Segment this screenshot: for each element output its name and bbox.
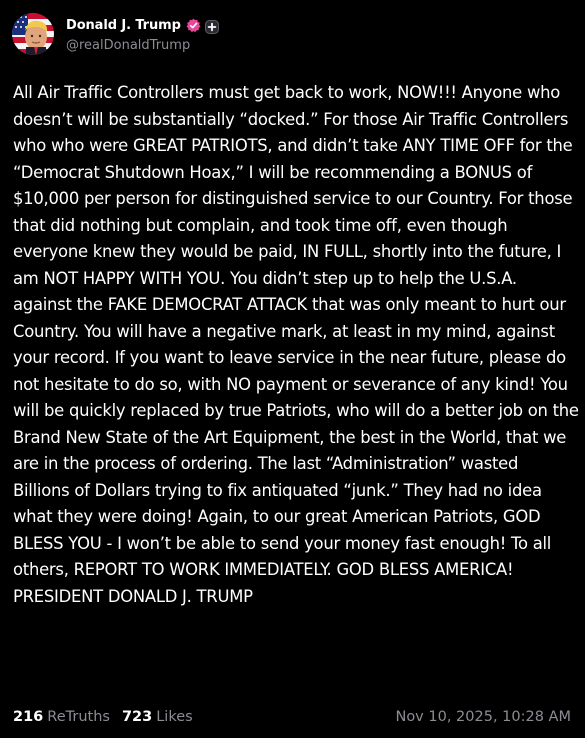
author-identity xyxy=(66,16,219,53)
author-handle[interactable]: @realDonaldTrump xyxy=(66,37,191,53)
display-name[interactable]: Donald J. Trump xyxy=(66,18,181,33)
post-timestamp[interactable]: Nov 10, 2025, 10:28 AM xyxy=(395,709,571,725)
likes-label: Likes xyxy=(156,709,193,725)
verified-check-icon xyxy=(186,18,201,33)
retruths-count: 216 xyxy=(13,709,44,725)
retruths-stat[interactable] xyxy=(13,709,110,725)
retruths-label: ReTruths xyxy=(47,709,110,725)
post-footer xyxy=(0,704,585,730)
likes-count: 723 xyxy=(121,709,153,725)
post-body-text: All Air Traffic Controllers must get back to work, NOW!!! Anyone who doesn’t will be substantially “docked.” For those Air Traffic Controllers who who were GREAT PATRIOTS, and didn’t take ANY TIME OFF for the “Democrat Shutdown Hoax,” I will be recommending a BONUS of $10,000 per person for distinguished service to our Country. For those that did nothing but complain, and took time off, even though everyone knew they would be paid, IN FULL, shortly into the future, I am NOT HAPPY WITH YOU. You didn’t step up to help the U.S.A. against the FAKE DEMOCRAT ATTACK that was only meant to hurt our Country. You will have a negative mark, at least in my mind, against your record. If you want to leave service in the near future, please do not hesitate to do so, with NO payment or severance of any kind! You will be quickly replaced by true Patriots, who will do a better job on the Brand New State of the Art Equipment, the best in the World, that we are in the process of ordering. The last “Administration” wasted Billions of Dollars trying to fix antiquated “junk.” They had no idea what they were doing! Again, to our great American Patriots, GOD BLESS YOU - I won’t be able to send your money fast enough! To all others, REPORT TO WORK IMMEDIATELY. GOD BLESS AMERICA! PRESIDENT DONALD J. TRUMP xyxy=(13,83,579,606)
avatar[interactable] xyxy=(12,13,54,55)
avatar-image xyxy=(12,13,54,55)
name-row xyxy=(66,16,219,36)
likes-stat[interactable] xyxy=(122,709,193,725)
plus-icon xyxy=(205,19,219,33)
post-header xyxy=(12,12,219,56)
